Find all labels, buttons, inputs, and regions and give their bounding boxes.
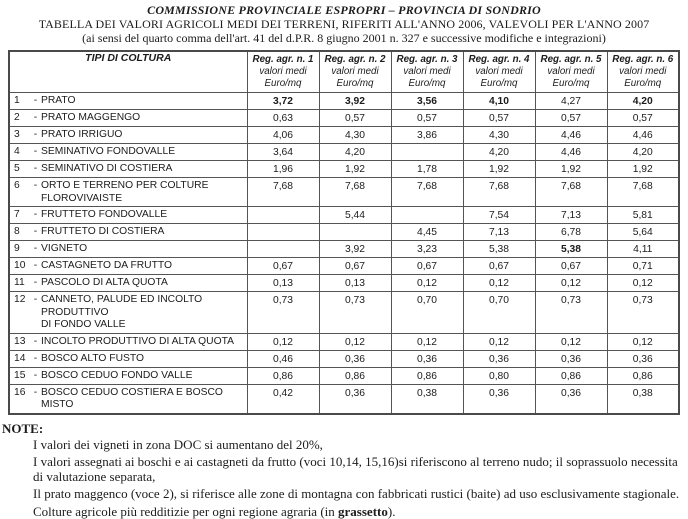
region-header-title: Reg. agr. n. 4 <box>465 54 534 66</box>
region-header-unit: Euro/mq <box>537 78 606 90</box>
value-cell: 3,92 <box>319 93 391 110</box>
value-cell: 0,36 <box>319 384 391 414</box>
value-cell: 1,92 <box>319 161 391 178</box>
value-cell: 3,92 <box>319 241 391 258</box>
crop-type-cell <box>9 93 247 110</box>
value-cell: 0,57 <box>319 110 391 127</box>
value-cell: 0,67 <box>319 258 391 275</box>
value-cell: 5,64 <box>607 224 679 241</box>
value-cell: 1,78 <box>391 161 463 178</box>
region-header-subtitle: valori medi <box>537 66 606 78</box>
crop-type-label: PRATO <box>41 95 245 108</box>
value-cell: 0,86 <box>607 367 679 384</box>
table-row <box>9 258 679 275</box>
row-separator: - <box>30 112 41 125</box>
value-cell: 7,68 <box>607 178 679 207</box>
value-cell: 7,68 <box>247 178 319 207</box>
value-cell: 4,20 <box>607 93 679 110</box>
value-cell: 3,72 <box>247 93 319 110</box>
crop-type-label: PRATO MAGGENGO <box>41 112 245 125</box>
row-number: 16 <box>14 387 30 412</box>
table-row <box>9 241 679 258</box>
value-cell: 7,68 <box>391 178 463 207</box>
row-number: 2 <box>14 112 30 125</box>
region-header-subtitle: valori medi <box>321 66 390 78</box>
crop-type-label: ORTO E TERRENO PER COLTURE FLOROVIVAISTE <box>41 180 245 205</box>
value-cell: 0,36 <box>463 384 535 414</box>
crop-type-label: SEMINATIVO FONDOVALLE <box>41 146 245 159</box>
notes-heading: NOTE: <box>2 422 688 436</box>
value-cell: 0,86 <box>319 367 391 384</box>
value-cell: 3,64 <box>247 144 319 161</box>
region-header-unit: Euro/mq <box>321 78 390 90</box>
value-cell: 0,70 <box>391 292 463 334</box>
region-header-title: Reg. agr. n. 1 <box>249 54 318 66</box>
value-cell: 0,57 <box>535 110 607 127</box>
row-separator: - <box>30 226 41 239</box>
crop-type-label: INCOLTO PRODUTTIVO DI ALTA QUOTA <box>41 336 245 349</box>
row-number: 13 <box>14 336 30 349</box>
title-block <box>0 0 688 45</box>
table-row <box>9 178 679 207</box>
row-separator: - <box>30 260 41 273</box>
table-row <box>9 224 679 241</box>
value-cell: 6,78 <box>535 224 607 241</box>
value-cell: 5,44 <box>319 207 391 224</box>
row-number: 4 <box>14 146 30 159</box>
value-cell: 0,67 <box>247 258 319 275</box>
value-cell: 4,46 <box>535 144 607 161</box>
value-cell: 0,86 <box>535 367 607 384</box>
value-cell: 1,92 <box>607 161 679 178</box>
crop-type-label: VIGNETO <box>41 243 245 256</box>
region-header-title: Reg. agr. n. 5 <box>537 54 606 66</box>
value-cell: 7,68 <box>463 178 535 207</box>
crop-type-cell <box>9 367 247 384</box>
value-cell: 1,92 <box>463 161 535 178</box>
row-number: 5 <box>14 163 30 176</box>
crop-type-label: CANNETO, PALUDE ED INCOLTO PRODUTTIVO DI FONDO VALLE <box>41 294 245 332</box>
value-cell: 5,38 <box>463 241 535 258</box>
value-cell: 4,11 <box>607 241 679 258</box>
crop-type-label: SEMINATIVO DI COSTIERA <box>41 163 245 176</box>
value-cell: 0,13 <box>247 275 319 292</box>
region-column-header <box>535 51 607 93</box>
row-number: 14 <box>14 353 30 366</box>
region-header-unit: Euro/mq <box>393 78 462 90</box>
value-cell <box>247 241 319 258</box>
crop-type-column-header: TIPI DI COLTURA <box>9 51 247 93</box>
value-cell: 0,36 <box>535 350 607 367</box>
region-column-header <box>319 51 391 93</box>
region-header-subtitle: valori medi <box>465 66 534 78</box>
row-number: 3 <box>14 129 30 142</box>
value-cell: 4,30 <box>319 127 391 144</box>
crop-type-cell <box>9 207 247 224</box>
region-header-unit: Euro/mq <box>609 78 678 90</box>
row-separator: - <box>30 146 41 159</box>
value-cell: 4,27 <box>535 93 607 110</box>
value-cell <box>319 224 391 241</box>
crop-type-label: PRATO IRRIGUO <box>41 129 245 142</box>
region-column-header <box>247 51 319 93</box>
value-cell: 0,70 <box>463 292 535 334</box>
row-number: 1 <box>14 95 30 108</box>
value-cell: 0,38 <box>607 384 679 414</box>
row-number: 11 <box>14 277 30 290</box>
value-cell: 0,12 <box>607 275 679 292</box>
value-cell: 0,73 <box>607 292 679 334</box>
crop-type-cell <box>9 110 247 127</box>
value-cell: 4,20 <box>319 144 391 161</box>
note-item: Il prato maggenco (voce 2), si riferisce alle zone di montagna con fabbricati rustici (baite) ad uso esclusivamente stagionale. <box>33 487 688 502</box>
value-cell: 0,67 <box>463 258 535 275</box>
notes-items <box>33 438 688 519</box>
row-separator: - <box>30 129 41 142</box>
row-number: 7 <box>14 209 30 222</box>
row-separator: - <box>30 336 41 349</box>
row-separator: - <box>30 180 41 205</box>
crop-type-cell <box>9 178 247 207</box>
table-row <box>9 384 679 414</box>
value-cell: 0,36 <box>607 350 679 367</box>
crop-type-cell <box>9 384 247 414</box>
value-cell: 5,81 <box>607 207 679 224</box>
value-cell: 4,20 <box>607 144 679 161</box>
crop-type-cell <box>9 127 247 144</box>
crop-type-cell <box>9 333 247 350</box>
value-cell: 4,30 <box>463 127 535 144</box>
crop-type-cell <box>9 258 247 275</box>
row-separator: - <box>30 209 41 222</box>
value-cell: 0,36 <box>535 384 607 414</box>
value-cell: 4,46 <box>607 127 679 144</box>
crop-type-cell <box>9 224 247 241</box>
crop-type-cell <box>9 241 247 258</box>
document-legal-reference: (ai sensi del quarto comma dell'art. 41 del d.P.R. 8 giugno 2001 n. 327 e successive modifiche e integrazioni) <box>0 31 688 45</box>
table-row <box>9 275 679 292</box>
crop-type-cell <box>9 144 247 161</box>
value-cell: 0,80 <box>463 367 535 384</box>
region-column-header <box>463 51 535 93</box>
crop-type-label: FRUTTETO FONDOVALLE <box>41 209 245 222</box>
value-cell: 7,68 <box>535 178 607 207</box>
value-cell: 4,20 <box>463 144 535 161</box>
value-cell: 0,38 <box>391 384 463 414</box>
region-header-unit: Euro/mq <box>249 78 318 90</box>
region-header-title: Reg. agr. n. 2 <box>321 54 390 66</box>
value-cell: 1,96 <box>247 161 319 178</box>
region-header-subtitle: valori medi <box>393 66 462 78</box>
region-header-subtitle: valori medi <box>249 66 318 78</box>
value-cell: 3,56 <box>391 93 463 110</box>
value-cell: 3,86 <box>391 127 463 144</box>
value-cell: 0,12 <box>391 333 463 350</box>
value-cell <box>247 224 319 241</box>
value-cell: 0,46 <box>247 350 319 367</box>
value-cell: 0,36 <box>463 350 535 367</box>
crop-type-label: BOSCO CEDUO COSTIERA E BOSCO MISTO <box>41 387 245 412</box>
note-item: I valori dei vigneti in zona DOC si aumentano del 20%, <box>33 438 688 453</box>
value-cell: 0,36 <box>319 350 391 367</box>
value-cell: 0,12 <box>607 333 679 350</box>
crop-type-label: BOSCO CEDUO FONDO VALLE <box>41 370 245 383</box>
table-row <box>9 127 679 144</box>
value-cell: 0,36 <box>391 350 463 367</box>
note-item: Colture agricole più redditizie per ogni regione agraria (in grassetto). <box>33 505 688 519</box>
row-separator: - <box>30 370 41 383</box>
row-number: 15 <box>14 370 30 383</box>
value-cell: 1,92 <box>535 161 607 178</box>
table-row <box>9 207 679 224</box>
value-cell: 0,12 <box>463 333 535 350</box>
row-separator: - <box>30 163 41 176</box>
value-cell: 0,12 <box>319 333 391 350</box>
region-header-subtitle: valori medi <box>609 66 678 78</box>
table-row <box>9 144 679 161</box>
table-row <box>9 367 679 384</box>
notes-section <box>2 422 688 519</box>
crop-type-cell <box>9 275 247 292</box>
table-row <box>9 93 679 110</box>
value-cell: 0,12 <box>247 333 319 350</box>
crop-type-cell <box>9 350 247 367</box>
row-number: 10 <box>14 260 30 273</box>
row-separator: - <box>30 277 41 290</box>
region-column-header <box>607 51 679 93</box>
value-cell: 4,10 <box>463 93 535 110</box>
value-cell: 7,54 <box>463 207 535 224</box>
document-subtitle: TABELLA DEI VALORI AGRICOLI MEDI DEI TERRENI, RIFERITI ALL'ANNO 2006, VALEVOLI PER L'ANNO 2007 <box>0 17 688 31</box>
value-cell: 0,12 <box>535 275 607 292</box>
value-cell: 0,12 <box>535 333 607 350</box>
row-number: 8 <box>14 226 30 239</box>
table-row <box>9 333 679 350</box>
row-number: 9 <box>14 243 30 256</box>
crop-type-label: PASCOLO DI ALTA QUOTA <box>41 277 245 290</box>
row-separator: - <box>30 95 41 108</box>
value-cell: 0,86 <box>391 367 463 384</box>
table-body <box>9 93 679 414</box>
table-header-row <box>9 51 679 93</box>
value-cell <box>391 207 463 224</box>
value-cell: 0,13 <box>319 275 391 292</box>
table-row <box>9 292 679 334</box>
table-row <box>9 110 679 127</box>
crop-type-label: CASTAGNETO DA FRUTTO <box>41 260 245 273</box>
value-cell: 3,23 <box>391 241 463 258</box>
value-cell: 0,73 <box>319 292 391 334</box>
value-cell: 5,38 <box>535 241 607 258</box>
value-cell: 0,12 <box>391 275 463 292</box>
region-header-title: Reg. agr. n. 3 <box>393 54 462 66</box>
value-cell: 0,71 <box>607 258 679 275</box>
value-cell: 7,13 <box>535 207 607 224</box>
value-cell: 0,12 <box>463 275 535 292</box>
value-cell: 0,57 <box>463 110 535 127</box>
region-header-title: Reg. agr. n. 6 <box>609 54 678 66</box>
value-cell: 4,06 <box>247 127 319 144</box>
value-cell: 0,57 <box>607 110 679 127</box>
value-cell: 0,73 <box>247 292 319 334</box>
value-cell: 0,57 <box>391 110 463 127</box>
region-column-header <box>391 51 463 93</box>
value-cell: 0,86 <box>247 367 319 384</box>
table-row <box>9 350 679 367</box>
agricultural-values-table <box>8 50 680 415</box>
value-cell <box>247 207 319 224</box>
row-separator: - <box>30 387 41 412</box>
value-cell: 7,68 <box>319 178 391 207</box>
value-cell: 0,73 <box>535 292 607 334</box>
crop-type-label: FRUTTETO DI COSTIERA <box>41 226 245 239</box>
region-header-unit: Euro/mq <box>465 78 534 90</box>
value-cell: 0,42 <box>247 384 319 414</box>
value-cell: 7,13 <box>463 224 535 241</box>
note-item: I valori assegnati ai boschi e ai castagneti da frutto (voci 10,14, 15,16)si riferiscono al terreno nudo; il soprassuolo necessita di valutazione separata, <box>33 455 688 484</box>
table-row <box>9 161 679 178</box>
document-title: COMMISSIONE PROVINCIALE ESPROPRI – PROVINCIA DI SONDRIO <box>0 3 688 17</box>
row-separator: - <box>30 243 41 256</box>
value-cell: 0,67 <box>535 258 607 275</box>
value-cell: 4,46 <box>535 127 607 144</box>
row-number: 12 <box>14 294 30 332</box>
row-separator: - <box>30 353 41 366</box>
row-number: 6 <box>14 180 30 205</box>
value-cell <box>391 144 463 161</box>
value-cell: 0,67 <box>391 258 463 275</box>
crop-type-label: BOSCO ALTO FUSTO <box>41 353 245 366</box>
crop-type-cell <box>9 292 247 334</box>
row-separator: - <box>30 294 41 332</box>
crop-type-cell <box>9 161 247 178</box>
value-cell: 4,45 <box>391 224 463 241</box>
value-cell: 0,63 <box>247 110 319 127</box>
